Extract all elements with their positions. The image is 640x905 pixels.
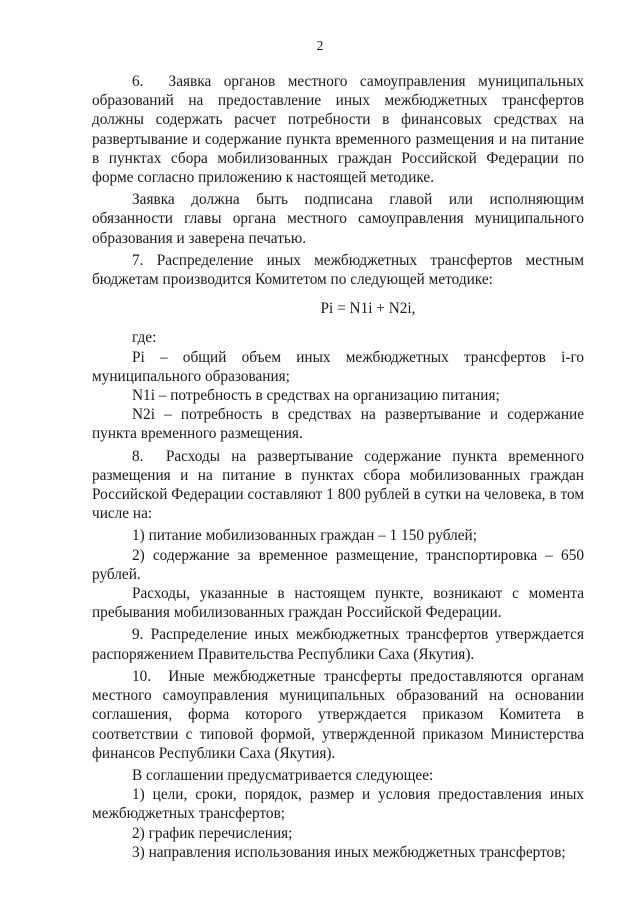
document-body [92, 72, 584, 862]
definition-pi: Pi – общий объем иных межбюджетных трансфертов i-го муниципального образования; [92, 348, 584, 385]
paragraph-8-item-2: 2) содержание за временное размещение, транспортировка – 650 рублей. [92, 546, 584, 583]
where-label: где: [132, 329, 157, 347]
agreement-item-3: 3) направления использования иных межбюджетных трансфертов; [132, 843, 566, 861]
definition-n2i: N2i – потребность в средствах на развертывание и содержание пункта временного размещения. [92, 406, 584, 443]
paragraph-7: 7. Распределение иных межбюджетных трансфертов местным бюджетам производится Комитетом по следующей методике: [92, 251, 584, 289]
agreement-intro: В соглашении предусматривается следующее: [132, 766, 434, 784]
agreement-item-1: 1) цели, сроки, порядок, размер и условия предоставления иных межбюджетных трансфертов; [92, 786, 584, 823]
paragraph-9: 9. Распределение иных межбюджетных трансфертов утверждается распоряжением Правительства Республики Саха (Якутия). [92, 626, 584, 663]
formula: Pi = N1i + N2i, [320, 300, 416, 318]
paragraph-8: 8. Расходы на развертывание содержание пункта временного размещения и на питание в пунктах сбора мобилизованных граждан Российской Федерации составляют 1 800 рублей в сутки на человека, в том числе на: [92, 447, 584, 523]
paragraph-6-signature: Заявка должна быть подписана главой или исполняющим обязанности главы органа местного самоуправления муниципального образования и заверена печатью. [92, 191, 584, 247]
agreement-item-2: 2) график перечисления; [132, 824, 293, 842]
definition-n1i: N1i – потребность в средствах на организацию питания; [132, 387, 500, 405]
paragraph-8-item-1: 1) питание мобилизованных граждан – 1 150 рублей; [132, 527, 477, 545]
page-number: 2 [316, 38, 324, 53]
paragraph-10: 10. Иные межбюджетные трансферты предоставляются органам местного самоуправления муниципальных образований на основании соглашения, форма которого утверждается приказом Комитета в соответствии с типовой формой, утвержденной приказом Министерства финансов Республики Саха (Якутия). [92, 667, 584, 762]
paragraph-8-note: Расходы, указанные в настоящем пункте, возникают с момента пребывания мобилизованных граждан Российской Федерации. [92, 585, 584, 622]
paragraph-6: 6. Заявка органов местного самоуправления муниципальных образований на предоставление иных межбюджетных трансфертов должны содержать расчет потребности в финансовых средствах на развертывание и содержание пункта временного размещения и на питание в пунктах сбора мобилизованных граждан Российской Федерации по форме согласно приложению к настоящей методике. [92, 73, 584, 187]
